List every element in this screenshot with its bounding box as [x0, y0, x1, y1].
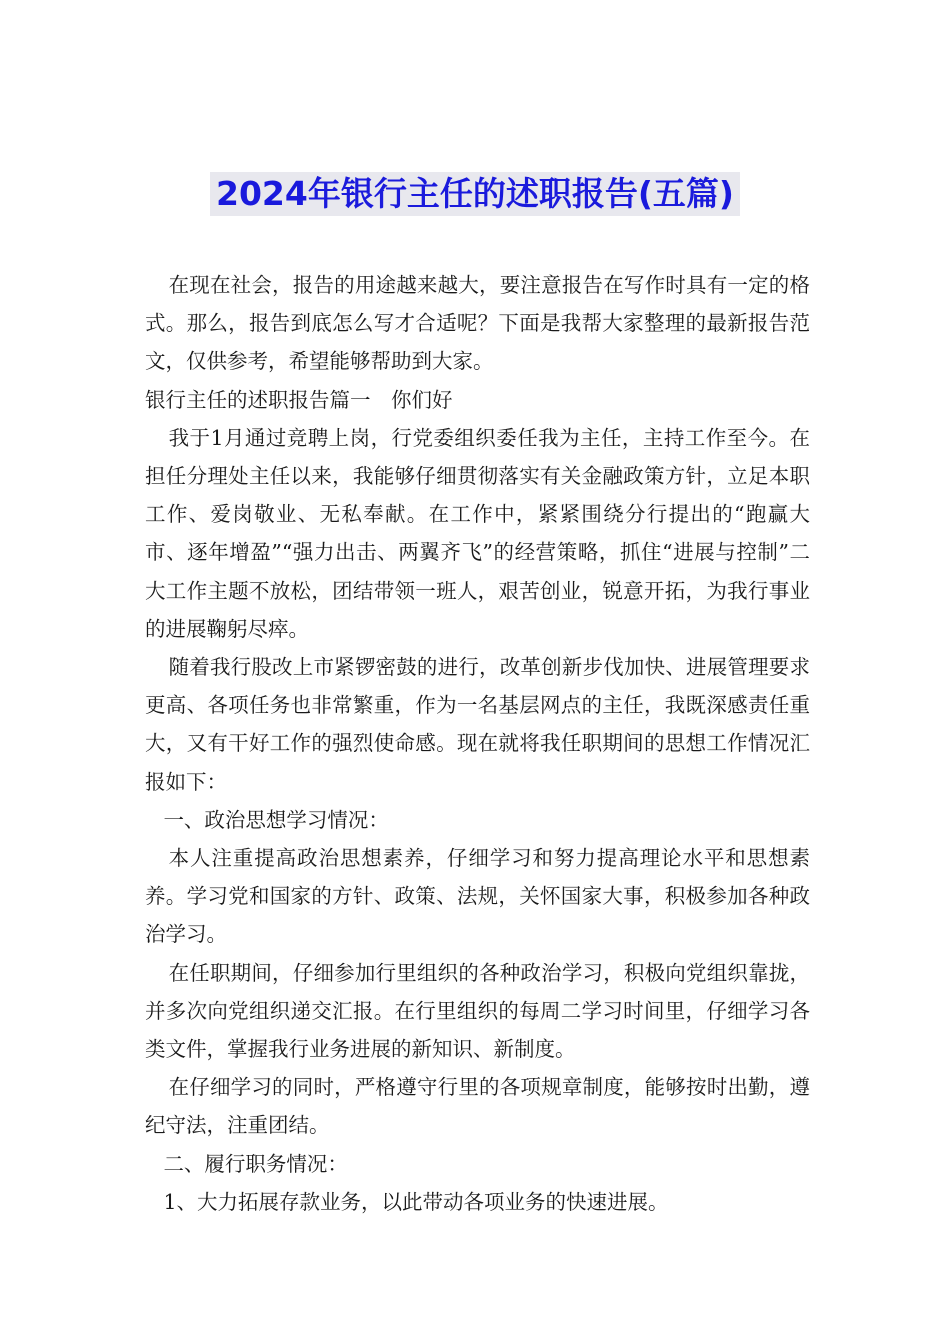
title-container: [0, 172, 950, 216]
section-heading-part-one: 银行主任的述职报告篇一 你们好: [145, 387, 453, 412]
intro-paragraph: 在现在社会，报告的用途越来越大，要注意报告在写作时具有一定的格式。那么，报告到底怎么写才合适呢？下面是我帮大家整理的最新报告范文，仅供参考，希望能够帮助到大家。: [145, 273, 810, 374]
body-paragraph: 随着我行股改上市紧锣密鼓的进行，改革创新步伐加快、进展管理要求更高、各项任务也非常繁重，作为一名基层网点的主任，我既深感责任重大，又有干好工作的强烈使命感。现在就将我任职期间的思想工作情况汇报如下：: [145, 655, 810, 794]
document-title: 2024年银行主任的述职报告(五篇): [210, 172, 740, 216]
section-heading: 二、履行职务情况：: [163, 1151, 348, 1176]
body-paragraph: 我于1月通过竞聘上岗，行党委组织委任我为主任，主持工作至今。在担任分理处主任以来，我能够仔细贯彻落实有关金融政策方针，立足本职工作、爱岗敬业、无私奉献。在工作中，紧紧围绕分行提出的“跑赢大市、逐年增盈”“强力出击、两翼齐飞”的经营策略，抓住“进展与控制”二大工作主题不放松，团结带领一班人，艰苦创业，锐意开拓，为我行事业的进展鞠躬尽瘁。: [145, 425, 810, 641]
document-body: [145, 266, 810, 1221]
body-paragraph: 在仔细学习的同时，严格遵守行里的各项规章制度，能够按时出勤，遵纪守法，注重团结。: [145, 1075, 810, 1138]
body-paragraph: 本人注重提高政治思想素养，仔细学习和努力提高理论水平和思想素养。学习党和国家的方针、政策、法规，关怀国家大事，积极参加各种政治学习。: [145, 846, 810, 947]
list-item: 1、大力拓展存款业务，以此带动各项业务的快速进展。: [163, 1189, 669, 1214]
body-paragraph: 在任职期间，仔细参加行里组织的各种政治学习，积极向党组织靠拢，并多次向党组织递交汇报。在行里组织的每周二学习时间里，仔细学习各类文件，掌握我行业务进展的新知识、新制度。: [145, 960, 810, 1062]
section-heading: 一、政治思想学习情况：: [163, 807, 389, 832]
